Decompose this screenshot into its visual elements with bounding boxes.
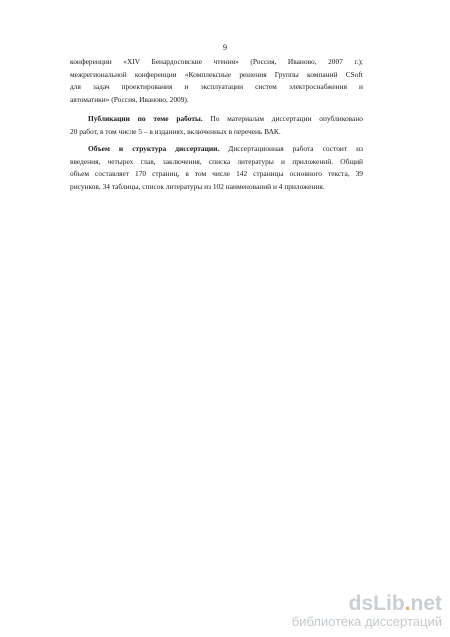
text-line: для задач проектирования и эксплуатации систем электроснабжения и [70,82,363,92]
watermark-logo-left: dsLib [348,592,405,615]
text-line: конференции «XIV Бенардосовские чтения» (Россия, Иваново, 2007 г.); [70,57,363,66]
text-line: автоматики» (Россия, Иваново, 2009). [70,94,189,104]
publications-heading: Публикации по теме работы. [88,114,203,123]
watermark-subtitle: библиотека диссертаций [291,614,442,629]
text-fragment: Диссертационная работа состоит из [219,144,363,153]
text-line: рисунков, 34 таблицы, список литературы из 102 наименований и 4 приложения. [70,181,325,191]
watermark-logo-right: net [410,592,442,615]
text-line [70,113,363,126]
dslib-watermark [292,593,442,629]
page-number: 9 [223,43,227,52]
watermark-logo-dot: . [404,592,411,615]
text-line: объем составляет 170 страниц, в том числе 142 страницы основного текста, 39 [70,169,363,179]
text-line: межрегиональной конференции «Комплексные решения Группы компаний CSoft [70,69,363,79]
paragraph-conferences [70,56,363,106]
watermark-logo [292,593,442,615]
text-line: введения, четырех глав, заключения, списка литературы и приложений. Общий [70,156,363,166]
paragraph-publications [70,113,363,138]
structure-heading: Объем и структура диссертации. [88,144,220,153]
text-line [70,143,363,156]
paragraph-structure [70,143,363,193]
text-line: 20 работ, в том числе 5 – в изданиях, включенных в перечень ВАК. [70,126,281,136]
text-fragment: По материалам диссертации опубликовано [202,114,363,123]
